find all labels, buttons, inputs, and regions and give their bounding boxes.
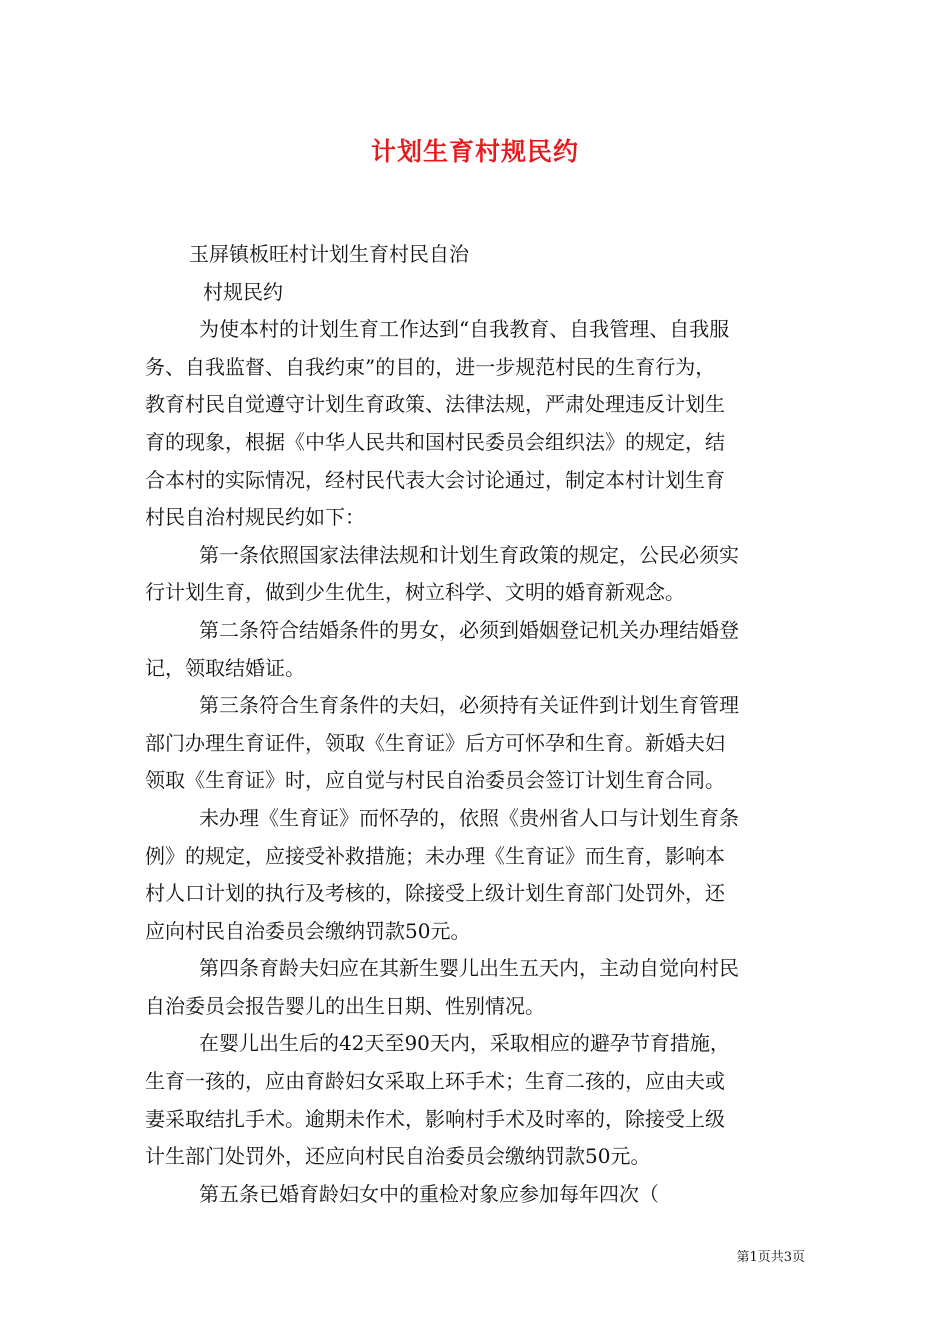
paragraph-line: 育的现象，根据《中华人民共和国村民委员会组织法》的规定，结 <box>145 429 725 454</box>
subtitle-line: 村规民约 <box>203 279 283 304</box>
paragraph-line: 生育一孩的，应由育龄妇女采取上环手术；生育二孩的，应由夫或 <box>145 1069 725 1094</box>
paragraph-line: 领取《生育证》时，应自觉与村民自治委员会签订计划生育合同。 <box>145 768 725 793</box>
paragraph-line: 村民自治村规民约如下： <box>145 505 365 530</box>
page-number: 第1页共3页 <box>736 1250 805 1265</box>
paragraph-line: 计生部门处罚外，还应向村民自治委员会缴纳罚款50元。 <box>145 1144 651 1169</box>
paragraph-line: 行计划生育，做到少生优生，树立科学、文明的婚育新观念。 <box>145 580 685 605</box>
paragraph-line: 未办理《生育证》而怀孕的，依照《贵州省人口与计划生育条 <box>199 805 739 830</box>
document-title: 计划生育村规民约 <box>370 137 579 166</box>
paragraph-line: 在婴儿出生后的42天至90天内，采取相应的避孕节育措施， <box>199 1031 730 1056</box>
document-body <box>145 236 813 1213</box>
paragraph-line: 第三条符合生育条件的夫妇，必须持有关证件到计划生育管理 <box>199 693 739 718</box>
paragraph-line: 应向村民自治委员会缴纳罚款50元。 <box>145 918 471 943</box>
paragraph-line: 自治委员会报告婴儿的出生日期、性别情况。 <box>145 993 545 1018</box>
paragraph-line: 教育村民自觉遵守计划生育政策、法律法规，严肃处理违反计划生 <box>145 392 725 417</box>
paragraph-line: 例》的规定，应接受补救措施；未办理《生育证》而生育，影响本 <box>145 843 725 868</box>
paragraph-line: 第一条依照国家法律法规和计划生育政策的规定，公民必须实 <box>199 542 739 567</box>
paragraph-line: 村人口计划的执行及考核的，除接受上级计划生育部门处罚外，还 <box>145 881 725 906</box>
paragraph-line: 第二条符合结婚条件的男女，必须到婚姻登记机关办理结婚登 <box>199 617 739 642</box>
paragraph-line: 第五条已婚育龄妇女中的重检对象应参加每年四次（ <box>199 1181 659 1206</box>
paragraph-line: 合本村的实际情况，经村民代表大会讨论通过，制定本村计划生育 <box>145 467 725 492</box>
paragraph-line: 务、自我监督、自我约束”的目的，进一步规范村民的生育行为， <box>145 354 716 379</box>
paragraph-line: 部门办理生育证件，领取《生育证》后方可怀孕和生育。新婚夫妇 <box>145 730 725 755</box>
paragraph-line: 第四条育龄夫妇应在其新生婴儿出生五天内，主动自觉向村民 <box>199 956 739 981</box>
paragraph-line: 记，领取结婚证。 <box>145 655 305 680</box>
paragraph-line: 为使本村的计划生育工作达到“自我教育、自我管理、自我服 <box>199 317 730 342</box>
paragraph-line: 妻采取结扎手术。逾期未作术，影响村手术及时率的，除接受上级 <box>145 1106 725 1131</box>
subtitle-line: 玉屏镇板旺村计划生育村民自治 <box>189 242 469 266</box>
